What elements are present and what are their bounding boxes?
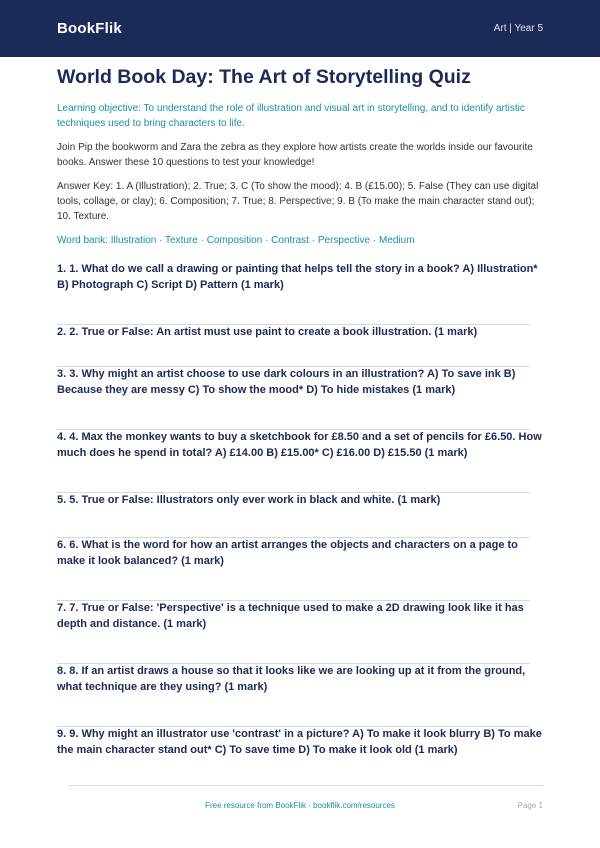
question-text: 6. 6. What is the word for how an artist arranges the objects and characters on a page to make it look balanced? (1 mark) xyxy=(57,539,518,567)
question-item xyxy=(57,600,543,663)
question-item xyxy=(57,726,543,766)
answer-key: Answer Key: 1. A (Illustration); 2. True; 3. C (To show the mood); 4. B (£15.00); 5. False (They can use digital tools, collage, or clay); 6. Composition; 7. True; 8. Perspective; 9. B (To make the main character stand out); 10. Texture. xyxy=(57,181,539,222)
answer-line xyxy=(57,600,530,601)
subject-year-label: Art | Year 5 xyxy=(493,23,543,34)
brand-logo: BookFlik xyxy=(57,20,122,37)
answer-line xyxy=(57,663,530,664)
question-text: 4. 4. Max the monkey wants to buy a sketchbook for £8.50 and a set of pencils for £6.50. How much does he spend in total? A) £14.00 B) £15.00* C) £16.00 D) £15.50 (1 mark) xyxy=(57,431,542,459)
learning-objective: Learning objective: To understand the role of illustration and visual art in storytelling, and to identify artistic techniques used to bring characters to life. xyxy=(57,103,525,129)
answer-line xyxy=(57,537,530,538)
answer-line xyxy=(57,726,530,727)
question-item xyxy=(57,492,543,537)
question-text: 8. 8. If an artist draws a house so that it looks like we are looking up at it from the ground, what technique are they using? (1 mark) xyxy=(57,665,526,693)
answer-line xyxy=(57,324,530,325)
word-bank: Word bank: Illustration · Texture · Composition · Contrast · Perspective · Medium xyxy=(57,235,415,246)
page-header xyxy=(0,0,600,57)
answer-line xyxy=(57,492,530,493)
question-item xyxy=(57,429,543,492)
question-text: 9. 9. Why might an illustrator use 'contrast' in a picture? A) To make it look blurry B) To make the main character stand out* C) To save time D) To make it look old (1 mark) xyxy=(57,728,542,756)
question-text: 3. 3. Why might an artist choose to use dark colours in an illustration? A) To save ink B) Because they are messy C) To show the mood* D) To hide mistakes (1 mark) xyxy=(57,368,516,396)
page-title: World Book Day: The Art of Storytelling Quiz xyxy=(57,66,471,88)
question-text: 2. 2. True or False: An artist must use paint to create a book illustration. (1 mark) xyxy=(57,326,478,338)
question-text: 7. 7. True or False: 'Perspective' is a technique used to make a 2D drawing look like it has depth and distance. (1 mark) xyxy=(57,602,524,630)
intro-text: Join Pip the bookworm and Zara the zebra as they explore how artists create the worlds inside our favourite books. Answer these 10 questions to test your knowledge! xyxy=(57,142,533,168)
question-text: 1. 1. What do we call a drawing or painting that helps tell the story in a book? A) Illustration* B) Photograph C) Script D) Pattern (1 mark) xyxy=(57,263,538,291)
page-number: Page 1 xyxy=(517,801,543,810)
question-item xyxy=(57,537,543,600)
question-item xyxy=(57,261,543,324)
answer-line xyxy=(57,429,530,430)
answer-line xyxy=(57,366,530,367)
footer-credit: Free resource from BookFlik · bookflik.com/resources xyxy=(205,801,395,810)
question-list xyxy=(57,261,543,766)
worksheet-content xyxy=(57,63,543,766)
footer-divider xyxy=(68,785,543,786)
question-text: 5. 5. True or False: Illustrators only ever work in black and white. (1 mark) xyxy=(57,494,441,506)
question-item xyxy=(57,366,543,429)
question-item xyxy=(57,324,543,366)
question-item xyxy=(57,663,543,726)
